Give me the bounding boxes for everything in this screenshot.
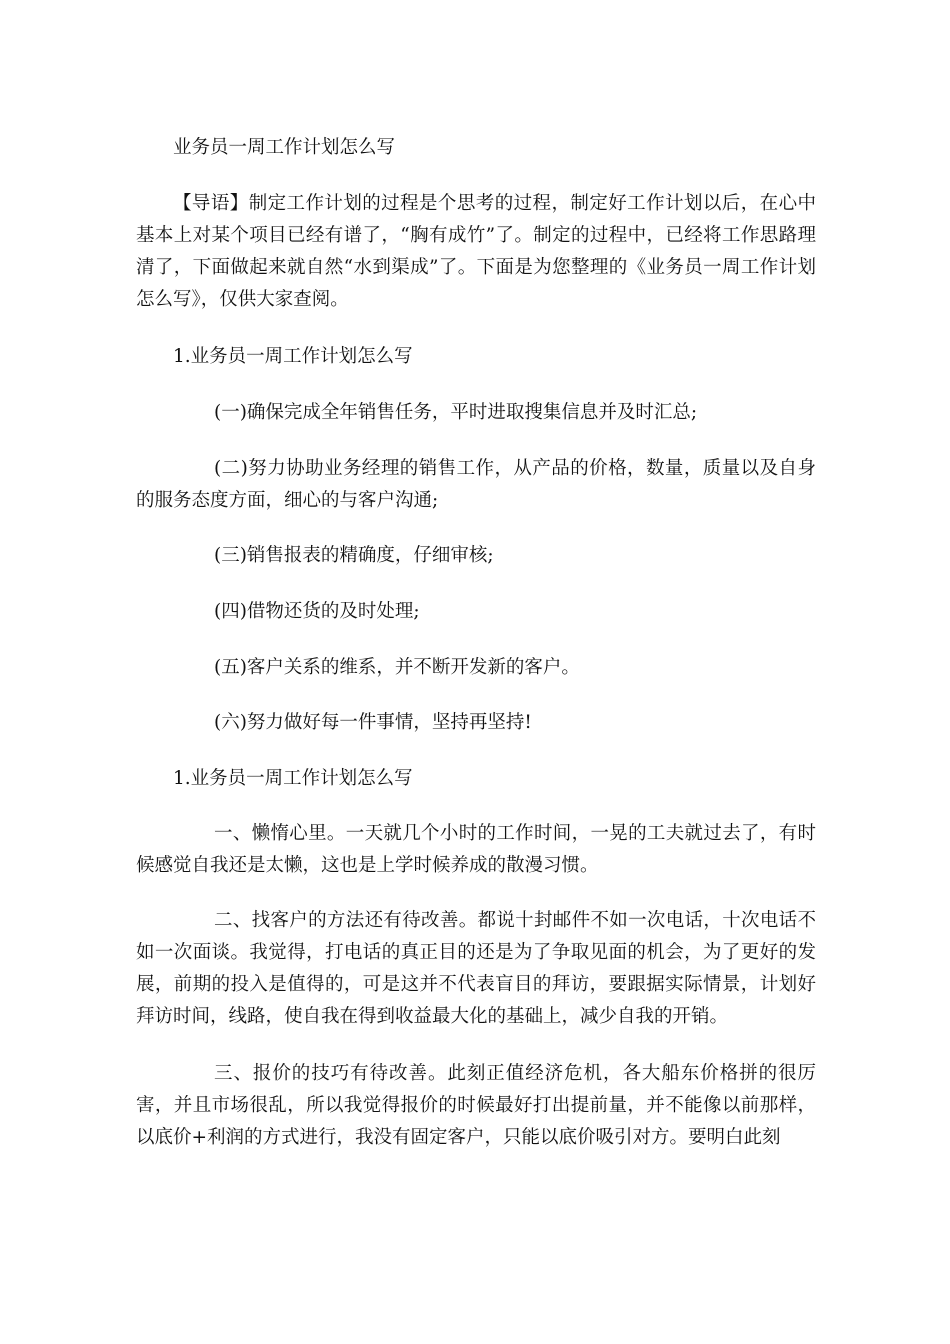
body-paragraph: 二、找客户的方法还有待改善。都说十封邮件不如一次电话，十次电话不如一次面谈。我觉得，打电话的真正目的还是为了争取见面的机会，为了更好的发展，前期的投入是值得的，可是这并不代表盲目的拜访，要跟据实际情景，计划好拜访时间，线路，使自我在得到收益最大化的基础上，减少自我的开销。: [136, 910, 816, 1027]
list-item: (一)确保完成全年销售任务，平时进取搜集信息并及时汇总;: [214, 402, 698, 423]
document-title: 业务员一周工作计划怎么写: [173, 137, 396, 158]
body-paragraph: 一、懒惰心里。一天就几个小时的工作时间，一晃的工夫就过去了，有时候感觉自我还是太懒，这也是上学时候养成的散漫习惯。: [136, 823, 816, 876]
list-item: (六)努力做好每一件事情，坚持再坚持!: [214, 712, 532, 733]
list-item: (三)销售报表的精确度，仔细审核;: [214, 545, 494, 566]
list-item: (五)客户关系的维系，并不断开发新的客户。: [214, 657, 580, 678]
list-item: (二)努力协助业务经理的销售工作，从产品的价格，数量，质量以及自身的服务态度方面，细心的与客户沟通;: [136, 458, 816, 511]
section-heading: 1.业务员一周工作计划怎么写: [173, 346, 413, 367]
intro-paragraph: 【导语】制定工作计划的过程是个思考的过程，制定好工作计划以后，在心中基本上对某个项目已经有谱了，“胸有成竹”了。制定的过程中，已经将工作思路理清了，下面做起来就自然“水到渠成”了。下面是为您整理的《业务员一周工作计划怎么写》，仅供大家查阅。: [136, 193, 816, 310]
section-heading: 1.业务员一周工作计划怎么写: [173, 768, 413, 789]
body-paragraph: 三、报价的技巧有待改善。此刻正值经济危机，各大船东价格拼的很厉害，并且市场很乱，所以我觉得报价的时候最好打出提前量，并不能像以前那样，以底价+利润的方式进行，我没有固定客户，只能以底价吸引对方。要明白此刻: [136, 1063, 816, 1148]
list-item: (四)借物还货的及时处理;: [214, 601, 420, 622]
